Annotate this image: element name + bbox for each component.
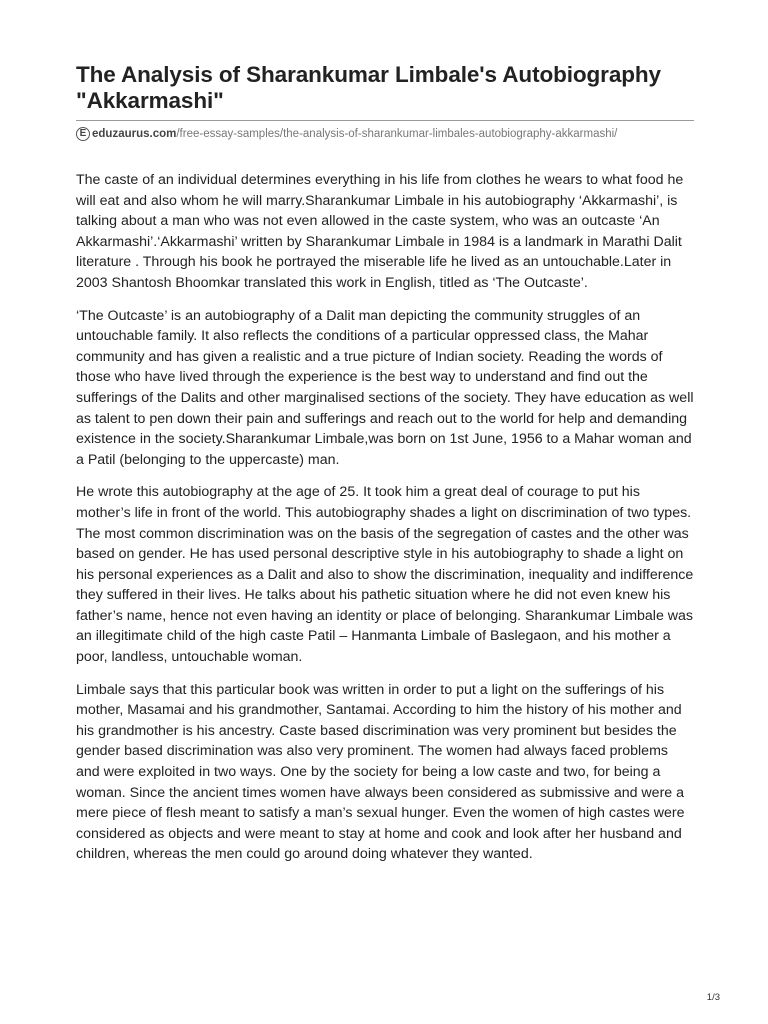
eduzaurus-logo-icon: E <box>76 127 90 141</box>
paragraph: He wrote this autobiography at the age of 25. It took him a great deal of courage to put his mother’s life in front of the world. This autobiography shades a light on discrimination of two types. The most common discrimination was on the basis of the segregation of castes and the other was based on gender. He has used personal descriptive style in his autobiography to shade a light on his personal experiences as a Dalit and also to show the discrimination, inequality and indifference they suffered in their lives. He talks about his pathetic situation where he did not even knew his father’s name, hence not even having an identity or place of belonging. Sharankumar Limbale was an illegitimate child of the high caste Patil – Hanmanta Limbale of Baslegaon, and his mother a poor, landless, untouchable woman. <box>76 484 694 666</box>
source-domain-link[interactable]: eduzaurus.com <box>92 128 177 140</box>
source-line <box>76 120 694 144</box>
document-title: The Analysis of Sharankumar Limbale's Autobiography "Akkarmashi" <box>76 62 661 113</box>
paragraph: Limbale says that this particular book was written in order to put a light on the sufferings of his mother, Masamai and his grandmother, Santamai. According to him the history of his mother and his grandmother is his ancestry. Caste based discrimination was very prominent but besides the gender based discrimination was also very prominent. The women had always faced problems and were exploited in two ways. One by the society for being a low caste and two, for being a woman. Since the ancient times women have always been considered as submissive and were a mere piece of flesh meant to satisfy a man’s sexual hunger. Even the women of high castes were considered as objects and were meant to stay at home and cook and look after her husband and children, whereas the men could go around doing whatever they wanted. <box>76 681 685 863</box>
source-path-link[interactable]: /free-essay-samples/the-analysis-of-sharankumar-limbales-autobiography-akkarmashi/ <box>176 128 618 140</box>
page-number: 1/3 <box>706 992 720 1003</box>
paragraph: The caste of an individual determines everything in his life from clothes he wears to what food he will eat and also whom he will marry.Sharankumar Limbale in his autobiography ‘Akkarmashi’, is talking about a man who was not even allowed in the caste system, who was an outcaste ‘An Akkarmashi’.‘Akkarmashi’ written by Sharankumar Limbale in 1984 is a landmark in Marathi Dalit literature . Through his book he portrayed the miserable life he lived as an untouchable.Later in 2003 Shantosh Bhoomkar translated this work in English, titled as ‘The Outcaste’. <box>76 172 684 291</box>
document-page <box>76 62 694 877</box>
essay-body <box>76 170 694 865</box>
paragraph: ‘The Outcaste’ is an autobiography of a Dalit man depicting the community struggles of an untouchable family. It also reflects the conditions of a particular oppressed class, the Mahar community and has given a realistic and a true picture of Indian society. Reading the words of those who have lived through the experience is the best way to understand and find out the sufferings of the Dalits and other marginalised sections of the society. They have education as well as talent to pen down their pain and sufferings and reach out to the world for help and demanding existence in the society.Sharankumar Limbale,was born on 1st June, 1956 to a Mahar woman and a Patil (belonging to the uppercaste) man. <box>76 307 694 468</box>
